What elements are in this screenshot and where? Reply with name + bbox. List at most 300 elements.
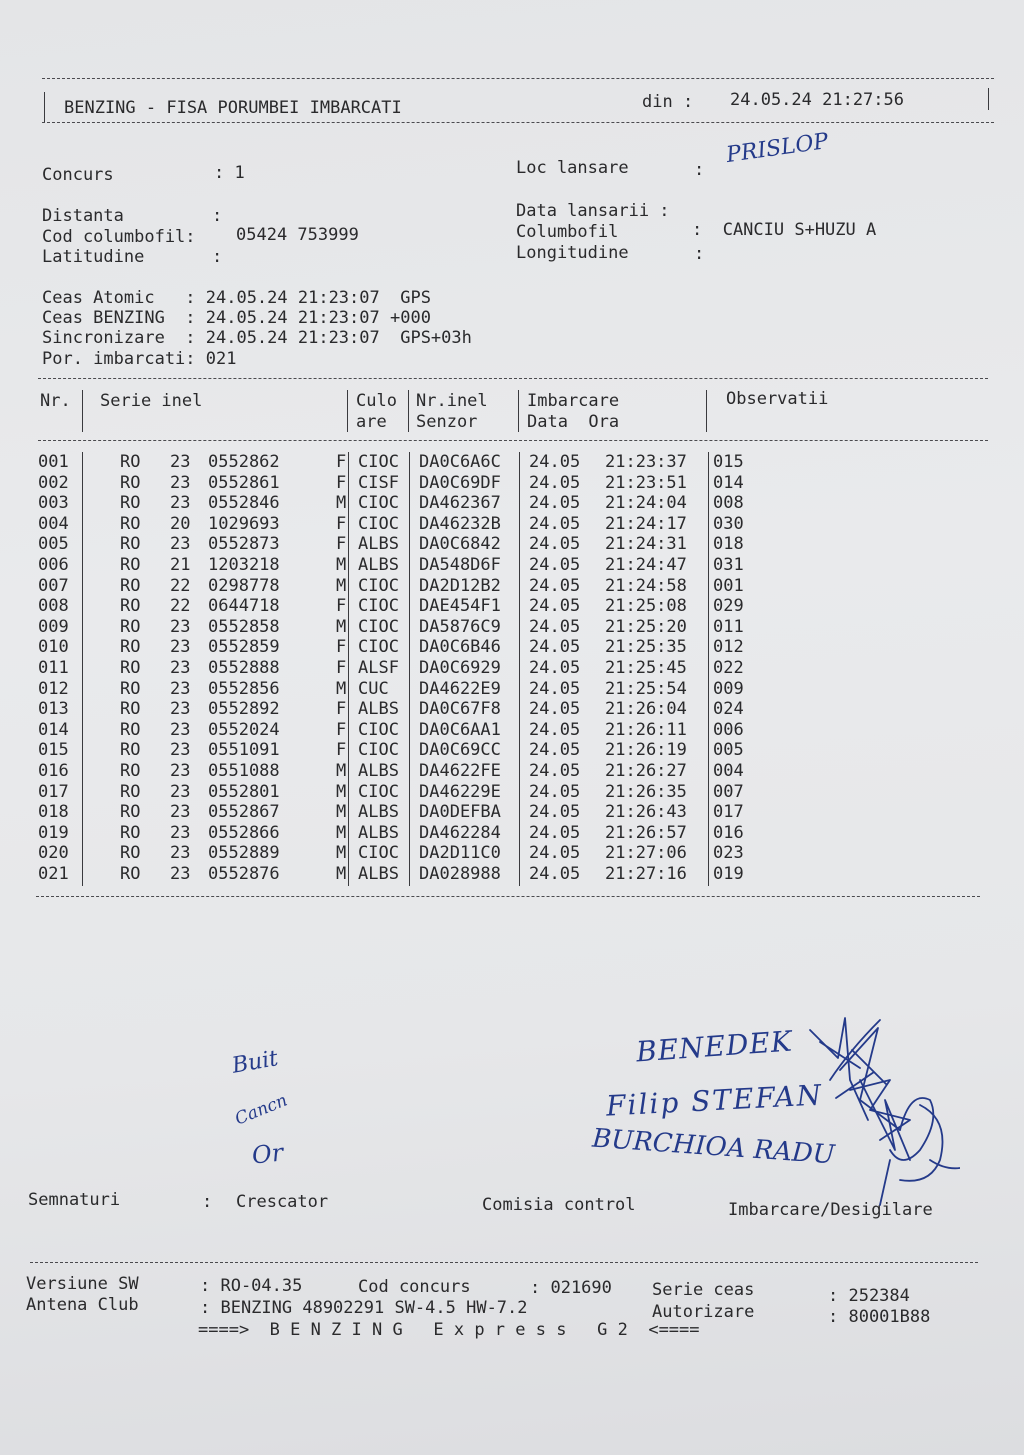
col-header-imbarcare: Imbarcare xyxy=(527,391,620,411)
row-observatii: 023 xyxy=(713,843,744,864)
row-color: ALBS xyxy=(358,699,399,720)
row-sensor: DA2D12B2 xyxy=(419,575,501,596)
row-observatii: 024 xyxy=(713,699,744,720)
row-sensor: DA548D6F xyxy=(419,554,501,575)
row-spacer xyxy=(82,699,120,720)
row-observatii: 008 xyxy=(713,493,744,514)
row-color: CIOC xyxy=(358,575,399,596)
col-divider xyxy=(706,390,707,432)
row-spacer xyxy=(82,740,120,761)
antena-club-label: Antena Club xyxy=(26,1295,139,1315)
signature-crescator-line3: Or xyxy=(250,1138,285,1170)
row-ring: 0552876 xyxy=(208,863,280,884)
row-date: 24.05 xyxy=(529,843,581,864)
row-year: 23 xyxy=(170,678,191,699)
row-sex: M xyxy=(336,678,347,699)
row-color: CIOC xyxy=(358,513,399,534)
row-sex: F xyxy=(336,472,347,493)
row-time: 21:23:37 xyxy=(605,452,687,472)
row-color: ALBS xyxy=(358,863,399,884)
table-row xyxy=(38,452,744,473)
table-row xyxy=(38,843,744,864)
autorizare-value: : 80001B88 xyxy=(828,1307,931,1327)
row-year: 23 xyxy=(170,760,191,781)
row-nr: 021 xyxy=(38,863,69,884)
row-observatii: 018 xyxy=(713,534,744,555)
row-sensor: DA0C67F8 xyxy=(419,699,501,720)
row-spacer xyxy=(82,493,120,514)
row-nr: 001 xyxy=(38,452,69,472)
distanta-value: : xyxy=(212,206,223,226)
row-observatii: 017 xyxy=(713,802,744,823)
longitudine-value: : xyxy=(694,244,705,264)
row-date: 24.05 xyxy=(529,657,581,678)
row-country: RO xyxy=(120,596,141,617)
row-time: 21:25:45 xyxy=(605,657,687,678)
ceas-atomic-line: Ceas Atomic : 24.05.24 21:23:07 GPS xyxy=(42,288,431,308)
row-time: 21:25:20 xyxy=(605,616,687,637)
serie-ceas-value: : 252384 xyxy=(828,1286,910,1306)
loc-lansare-colon: : xyxy=(694,160,705,180)
row-sex: M xyxy=(336,802,347,823)
row-nr: 020 xyxy=(38,843,69,864)
row-country: RO xyxy=(120,678,141,699)
cod-columbofil-value: 05424 753999 xyxy=(236,225,359,245)
row-ring: 0551091 xyxy=(208,740,280,761)
table-top-rule xyxy=(38,378,988,379)
row-sex: M xyxy=(336,616,347,637)
distanta-label: Distanta xyxy=(42,206,124,226)
table-row xyxy=(38,679,744,700)
row-sex: F xyxy=(336,740,347,761)
row-time: 21:26:35 xyxy=(605,781,687,802)
row-time: 21:24:58 xyxy=(605,575,687,596)
row-date: 24.05 xyxy=(529,740,581,761)
row-country: RO xyxy=(120,657,141,678)
row-observatii: 016 xyxy=(713,822,744,843)
row-nr: 017 xyxy=(38,781,69,802)
data-lansarii-label: Data lansarii : xyxy=(516,201,670,221)
col-divider xyxy=(82,390,83,432)
row-sex: M xyxy=(336,843,347,864)
row-country: RO xyxy=(120,699,141,720)
row-color: CIOC xyxy=(358,637,399,658)
row-date: 24.05 xyxy=(529,863,581,884)
autorizare-label: Autorizare xyxy=(652,1302,755,1322)
row-sensor: DA462367 xyxy=(419,493,501,514)
row-year: 23 xyxy=(170,863,191,884)
latitudine-label: Latitudine xyxy=(42,247,145,267)
row-divider-vertical xyxy=(519,452,520,886)
row-year: 23 xyxy=(170,740,191,761)
row-sex: M xyxy=(336,493,347,514)
row-time: 21:26:43 xyxy=(605,802,687,823)
row-sex: M xyxy=(336,575,347,596)
row-year: 23 xyxy=(170,472,191,493)
pigeon-table xyxy=(38,452,744,884)
table-row xyxy=(38,823,744,844)
row-date: 24.05 xyxy=(529,534,581,555)
row-observatii: 006 xyxy=(713,719,744,740)
row-date: 24.05 xyxy=(529,472,581,493)
row-nr: 005 xyxy=(38,534,69,555)
row-color: CISF xyxy=(358,472,399,493)
row-spacer xyxy=(82,782,120,803)
row-year: 23 xyxy=(170,781,191,802)
row-observatii: 001 xyxy=(713,575,744,596)
row-time: 21:25:08 xyxy=(605,596,687,617)
row-ring: 0552866 xyxy=(208,822,280,843)
row-nr: 011 xyxy=(38,657,69,678)
row-color: CIOC xyxy=(358,740,399,761)
concurs-value: : 1 xyxy=(214,163,245,183)
row-time: 21:27:06 xyxy=(605,843,687,864)
row-color: CIOC xyxy=(358,493,399,514)
table-row xyxy=(38,493,744,514)
table-row xyxy=(38,637,744,658)
table-bottom-rule xyxy=(36,896,980,897)
semnaturi-label: Semnaturi xyxy=(28,1190,121,1210)
row-year: 21 xyxy=(170,554,191,575)
row-spacer xyxy=(82,596,120,617)
row-country: RO xyxy=(120,616,141,637)
row-ring: 0551088 xyxy=(208,760,280,781)
row-time: 21:26:19 xyxy=(605,740,687,761)
row-spacer xyxy=(82,843,120,864)
header-left-bar xyxy=(44,92,45,122)
row-ring: 0552861 xyxy=(208,472,280,493)
row-year: 23 xyxy=(170,699,191,720)
row-spacer xyxy=(82,720,120,741)
table-row xyxy=(38,473,744,494)
row-sex: F xyxy=(336,657,347,678)
row-sensor: DA2D11C0 xyxy=(419,843,501,864)
row-sex: M xyxy=(336,554,347,575)
row-year: 23 xyxy=(170,452,191,472)
semnaturi-colon: : xyxy=(202,1192,213,1212)
row-sex: F xyxy=(336,452,347,472)
footer-top-rule xyxy=(30,1262,978,1263)
row-nr: 014 xyxy=(38,719,69,740)
row-date: 24.05 xyxy=(529,781,581,802)
versiune-sw-value: : RO-04.35 xyxy=(200,1276,303,1296)
versiune-sw-label: Versiune SW xyxy=(26,1274,139,1294)
row-ring: 0552873 xyxy=(208,534,280,555)
row-date: 24.05 xyxy=(529,802,581,823)
row-observatii: 031 xyxy=(713,554,744,575)
row-nr: 007 xyxy=(38,575,69,596)
row-color: ALSF xyxy=(358,657,399,678)
col-header-serie: Serie inel xyxy=(100,391,203,411)
col-divider xyxy=(518,390,519,432)
row-color: CIOC xyxy=(358,616,399,637)
row-spacer xyxy=(82,473,120,494)
row-year: 23 xyxy=(170,843,191,864)
row-nr: 016 xyxy=(38,760,69,781)
row-sex: F xyxy=(336,513,347,534)
row-nr: 008 xyxy=(38,596,69,617)
row-sex: F xyxy=(336,637,347,658)
table-row xyxy=(38,802,744,823)
row-divider-vertical xyxy=(82,452,83,886)
table-row xyxy=(38,555,744,576)
row-sensor: DA0C69CC xyxy=(419,740,501,761)
row-nr: 015 xyxy=(38,740,69,761)
row-nr: 002 xyxy=(38,472,69,493)
row-ring: 0552846 xyxy=(208,493,280,514)
table-row xyxy=(38,699,744,720)
row-year: 23 xyxy=(170,493,191,514)
row-color: CIOC xyxy=(358,452,399,472)
row-sex: F xyxy=(336,534,347,555)
row-divider-vertical xyxy=(348,452,349,886)
row-ring: 0552862 xyxy=(208,452,280,472)
row-date: 24.05 xyxy=(529,822,581,843)
signature-crescator-line1: Buit xyxy=(230,1046,281,1079)
row-year: 20 xyxy=(170,513,191,534)
latitudine-value: : xyxy=(212,247,223,267)
row-ring: 0552888 xyxy=(208,657,280,678)
row-color: ALBS xyxy=(358,554,399,575)
row-country: RO xyxy=(120,781,141,802)
row-observatii: 012 xyxy=(713,637,744,658)
row-country: RO xyxy=(120,802,141,823)
col-header-nr-inel: Nr.inel xyxy=(416,391,488,411)
row-sensor: DA0C6A6C xyxy=(419,452,501,472)
row-observatii: 029 xyxy=(713,596,744,617)
row-nr: 006 xyxy=(38,554,69,575)
row-year: 23 xyxy=(170,719,191,740)
row-year: 23 xyxy=(170,822,191,843)
row-country: RO xyxy=(120,740,141,761)
row-sex: F xyxy=(336,719,347,740)
row-spacer xyxy=(82,555,120,576)
row-observatii: 005 xyxy=(713,740,744,761)
row-color: CIOC xyxy=(358,719,399,740)
row-sensor: DA4622E9 xyxy=(419,678,501,699)
row-country: RO xyxy=(120,637,141,658)
por-imbarcati-line: Por. imbarcati: 021 xyxy=(42,349,237,369)
row-sex: M xyxy=(336,781,347,802)
antena-club-value: : BENZING 48902291 SW-4.5 HW-7.2 xyxy=(200,1298,528,1318)
header-right-bar xyxy=(988,88,989,110)
row-color: CUC xyxy=(358,678,389,699)
table-row xyxy=(38,864,744,885)
row-time: 21:24:17 xyxy=(605,513,687,534)
row-time: 21:25:54 xyxy=(605,678,687,699)
table-row xyxy=(38,720,744,741)
row-sensor: DA46232B xyxy=(419,513,501,534)
col-header-data-ora: Data Ora xyxy=(527,412,620,432)
row-sensor: DA0C69DF xyxy=(419,472,501,493)
row-sensor: DA5876C9 xyxy=(419,616,501,637)
table-row xyxy=(38,782,744,803)
row-sensor: DA4622FE xyxy=(419,760,501,781)
row-ring: 0552892 xyxy=(208,699,280,720)
row-ring: 1203218 xyxy=(208,554,280,575)
row-time: 21:26:11 xyxy=(605,719,687,740)
concurs-label: Concurs xyxy=(42,165,114,185)
row-spacer xyxy=(82,761,120,782)
row-color: ALBS xyxy=(358,802,399,823)
col-header-nr: Nr. xyxy=(40,391,71,411)
row-year: 23 xyxy=(170,637,191,658)
row-country: RO xyxy=(120,534,141,555)
row-ring: 0644718 xyxy=(208,596,280,617)
row-country: RO xyxy=(120,554,141,575)
sincronizare-line: Sincronizare : 24.05.24 21:23:07 GPS+03h xyxy=(42,328,472,348)
row-spacer xyxy=(82,823,120,844)
row-spacer xyxy=(82,802,120,823)
row-sex: M xyxy=(336,822,347,843)
row-spacer xyxy=(82,452,120,473)
row-date: 24.05 xyxy=(529,699,581,720)
row-nr: 003 xyxy=(38,493,69,514)
table-row xyxy=(38,534,744,555)
row-country: RO xyxy=(120,513,141,534)
row-date: 24.05 xyxy=(529,637,581,658)
table-row xyxy=(38,596,744,617)
row-nr: 018 xyxy=(38,802,69,823)
row-color: CIOC xyxy=(358,843,399,864)
row-year: 23 xyxy=(170,616,191,637)
signature-comisia-line2: Filip STEFAN xyxy=(605,1078,824,1123)
row-country: RO xyxy=(120,719,141,740)
row-sex: F xyxy=(336,699,347,720)
cod-columbofil-label: Cod columbofil: xyxy=(42,227,196,247)
row-observatii: 022 xyxy=(713,657,744,678)
col-header-culo: Culo xyxy=(356,391,397,411)
row-spacer xyxy=(82,637,120,658)
row-country: RO xyxy=(120,760,141,781)
row-nr: 010 xyxy=(38,637,69,658)
row-time: 21:23:51 xyxy=(605,472,687,493)
table-row xyxy=(38,576,744,597)
row-time: 21:24:04 xyxy=(605,493,687,514)
col-divider xyxy=(347,390,348,432)
row-ring: 0552024 xyxy=(208,719,280,740)
cod-concurs-value: : 021690 xyxy=(530,1278,612,1298)
row-date: 24.05 xyxy=(529,719,581,740)
comisia-control-label: Comisia control xyxy=(482,1195,636,1215)
header-bottom-rule xyxy=(42,122,994,123)
col-header-senzor: Senzor xyxy=(416,412,478,432)
row-nr: 012 xyxy=(38,678,69,699)
row-spacer xyxy=(82,658,120,679)
din-label: din : xyxy=(642,92,694,112)
col-header-observatii: Observatii xyxy=(726,389,829,409)
serie-ceas-label: Serie ceas xyxy=(652,1280,755,1300)
row-year: 23 xyxy=(170,802,191,823)
row-country: RO xyxy=(120,822,141,843)
row-date: 24.05 xyxy=(529,616,581,637)
row-country: RO xyxy=(120,452,141,472)
row-year: 22 xyxy=(170,596,191,617)
col-header-are: are xyxy=(356,412,387,432)
row-ring: 0552801 xyxy=(208,781,280,802)
row-spacer xyxy=(82,679,120,700)
row-observatii: 011 xyxy=(713,616,744,637)
row-observatii: 030 xyxy=(713,513,744,534)
row-sensor: DA0C6842 xyxy=(419,534,501,555)
row-date: 24.05 xyxy=(529,554,581,575)
table-row xyxy=(38,617,744,638)
row-ring: 0552867 xyxy=(208,802,280,823)
row-nr: 009 xyxy=(38,616,69,637)
row-sensor: DAE454F1 xyxy=(419,596,501,617)
row-observatii: 019 xyxy=(713,863,744,884)
row-sex: M xyxy=(336,760,347,781)
row-divider-vertical xyxy=(409,452,410,886)
row-country: RO xyxy=(120,472,141,493)
row-nr: 019 xyxy=(38,822,69,843)
row-time: 21:25:35 xyxy=(605,637,687,658)
signature-imbarcare-scribble xyxy=(790,1010,960,1210)
row-spacer xyxy=(82,514,120,535)
columbofil-value: : CANCIU S+HUZU A xyxy=(692,220,877,240)
row-observatii: 004 xyxy=(713,760,744,781)
table-header-rule xyxy=(38,440,988,441)
row-nr: 004 xyxy=(38,513,69,534)
row-sex: F xyxy=(336,596,347,617)
row-ring: 0552889 xyxy=(208,843,280,864)
row-ring: 0552856 xyxy=(208,678,280,699)
row-sensor: DA028988 xyxy=(419,863,501,884)
table-row xyxy=(38,658,744,679)
row-date: 24.05 xyxy=(529,596,581,617)
signature-comisia-line1: BENEDEK xyxy=(635,1024,794,1069)
imbarcare-desigilare-label: Imbarcare/Desigilare xyxy=(728,1200,933,1220)
ceas-benzing-line: Ceas BENZING : 24.05.24 21:23:07 +000 xyxy=(42,308,431,328)
row-color: CIOC xyxy=(358,596,399,617)
row-time: 21:26:57 xyxy=(605,822,687,843)
row-time: 21:27:16 xyxy=(605,863,687,884)
signature-crescator-line2: Cancn xyxy=(232,1090,291,1130)
row-spacer xyxy=(82,576,120,597)
row-sensor: DA0C6929 xyxy=(419,657,501,678)
table-row xyxy=(38,740,744,761)
din-value: 24.05.24 21:27:56 xyxy=(730,90,904,110)
cod-concurs-label: Cod concurs xyxy=(358,1277,471,1297)
row-date: 24.05 xyxy=(529,493,581,514)
row-spacer xyxy=(82,617,120,638)
crescator-label: Crescator xyxy=(236,1192,329,1212)
row-date: 24.05 xyxy=(529,575,581,596)
row-ring: 1029693 xyxy=(208,513,280,534)
row-time: 21:24:47 xyxy=(605,554,687,575)
row-country: RO xyxy=(120,493,141,514)
loc-lansare-handwritten: PRISLOP xyxy=(724,128,830,169)
row-time: 21:26:27 xyxy=(605,760,687,781)
row-color: ALBS xyxy=(358,760,399,781)
header-top-rule xyxy=(42,78,994,79)
row-spacer xyxy=(82,864,120,885)
signature-comisia-line3: BURCHIOA RADU xyxy=(591,1123,836,1171)
row-color: CIOC xyxy=(358,781,399,802)
row-year: 23 xyxy=(170,534,191,555)
row-sensor: DA46229E xyxy=(419,781,501,802)
row-nr: 013 xyxy=(38,699,69,720)
row-time: 21:26:04 xyxy=(605,699,687,720)
row-observatii: 009 xyxy=(713,678,744,699)
row-country: RO xyxy=(120,863,141,884)
row-sensor: DA0C6B46 xyxy=(419,637,501,658)
row-year: 22 xyxy=(170,575,191,596)
row-color: ALBS xyxy=(358,534,399,555)
row-color: ALBS xyxy=(358,822,399,843)
row-observatii: 015 xyxy=(713,452,744,472)
row-date: 24.05 xyxy=(529,452,581,472)
